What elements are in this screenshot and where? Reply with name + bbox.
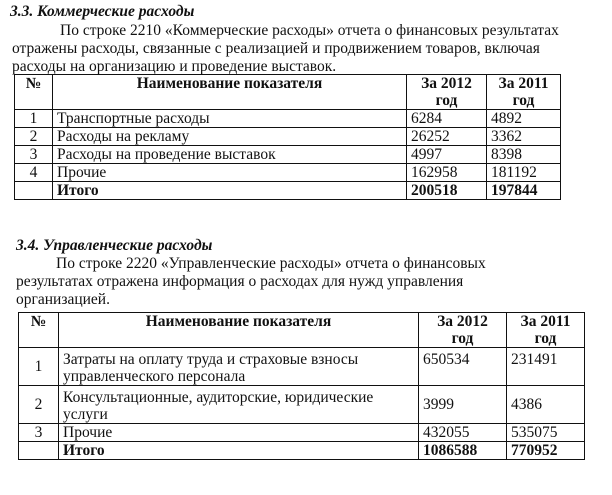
table-row (19, 386, 585, 424)
paragraph-line: расходы на организацию и проведение выставок. (12, 58, 337, 75)
total-number (19, 442, 59, 460)
row-value-2012: 6284 (407, 110, 487, 128)
header-2012: За 2012 год (419, 313, 507, 348)
paragraph-line: отражены расходы, связанные с реализацией и продвижением товаров, включая (12, 40, 540, 57)
section-paragraph-commercial (12, 22, 608, 76)
row-number: 2 (19, 386, 59, 424)
row-value-2012: 432055 (419, 424, 507, 442)
paragraph-line: организацией. (16, 291, 110, 308)
total-value-2011: 197844 (487, 182, 561, 200)
header-no: № (15, 75, 53, 110)
table-total-row (19, 442, 585, 460)
section-title-administrative: 3.4. Управленческие расходы (16, 237, 213, 254)
total-value-2012: 200518 (407, 182, 487, 200)
row-value-2012: 26252 (407, 128, 487, 146)
row-name: Прочие (59, 424, 419, 442)
table-row (15, 110, 561, 128)
row-value-2011: 3362 (487, 128, 561, 146)
commercial-expenses-table (14, 74, 561, 200)
table-row (15, 128, 561, 146)
row-value-2011: 4892 (487, 110, 561, 128)
row-number: 1 (15, 110, 53, 128)
row-name: Транспортные расходы (53, 110, 407, 128)
row-name: Расходы на рекламу (53, 128, 407, 146)
row-number: 4 (15, 164, 53, 182)
header-2011: За 2011 год (507, 313, 585, 348)
row-value-2012: 162958 (407, 164, 487, 182)
header-name: Наименование показателя (53, 75, 407, 110)
row-number: 3 (19, 424, 59, 442)
header-2012: За 2012 год (407, 75, 487, 110)
header-2011: За 2011 год (487, 75, 561, 110)
table-row (15, 164, 561, 182)
paragraph-line: По строке 2220 «Управленческие расходы» отчета о финансовых (56, 255, 486, 272)
row-number: 3 (15, 146, 53, 164)
total-value-2012: 1086588 (419, 442, 507, 460)
table-row (19, 424, 585, 442)
row-value-2011: 181192 (487, 164, 561, 182)
row-value-2011: 535075 (507, 424, 585, 442)
table-header-row (19, 313, 585, 348)
row-name: Прочие (53, 164, 407, 182)
row-value-2012: 4997 (407, 146, 487, 164)
paragraph-line: результатах отражена информация о расходах для нужд управления (16, 273, 464, 290)
row-value-2012: 650534 (419, 348, 507, 386)
total-label: Итого (59, 442, 419, 460)
header-no: № (19, 313, 59, 348)
section-title-commercial: 3.3. Коммерческие расходы (10, 3, 195, 20)
total-number (15, 182, 53, 200)
table-total-row (15, 182, 561, 200)
row-value-2011: 231491 (507, 348, 585, 386)
row-name: Затраты на оплату труда и страховые взносы управленческого персонала (59, 348, 419, 386)
table-header-row (15, 75, 561, 110)
total-label: Итого (53, 182, 407, 200)
row-value-2011: 8398 (487, 146, 561, 164)
section-paragraph-administrative (16, 255, 608, 309)
row-number: 2 (15, 128, 53, 146)
total-value-2011: 770952 (507, 442, 585, 460)
header-name: Наименование показателя (59, 313, 419, 348)
row-name: Расходы на проведение выставок (53, 146, 407, 164)
row-name: Консультационные, аудиторские, юридические услуги (59, 386, 419, 424)
table-row (15, 146, 561, 164)
row-value-2012: 3999 (419, 386, 507, 424)
table-row (19, 348, 585, 386)
row-value-2011: 4386 (507, 386, 585, 424)
administrative-expenses-table (18, 312, 585, 460)
paragraph-line: По строке 2210 «Коммерческие расходы» отчета о финансовых результатах (60, 22, 559, 39)
row-number: 1 (19, 348, 59, 386)
